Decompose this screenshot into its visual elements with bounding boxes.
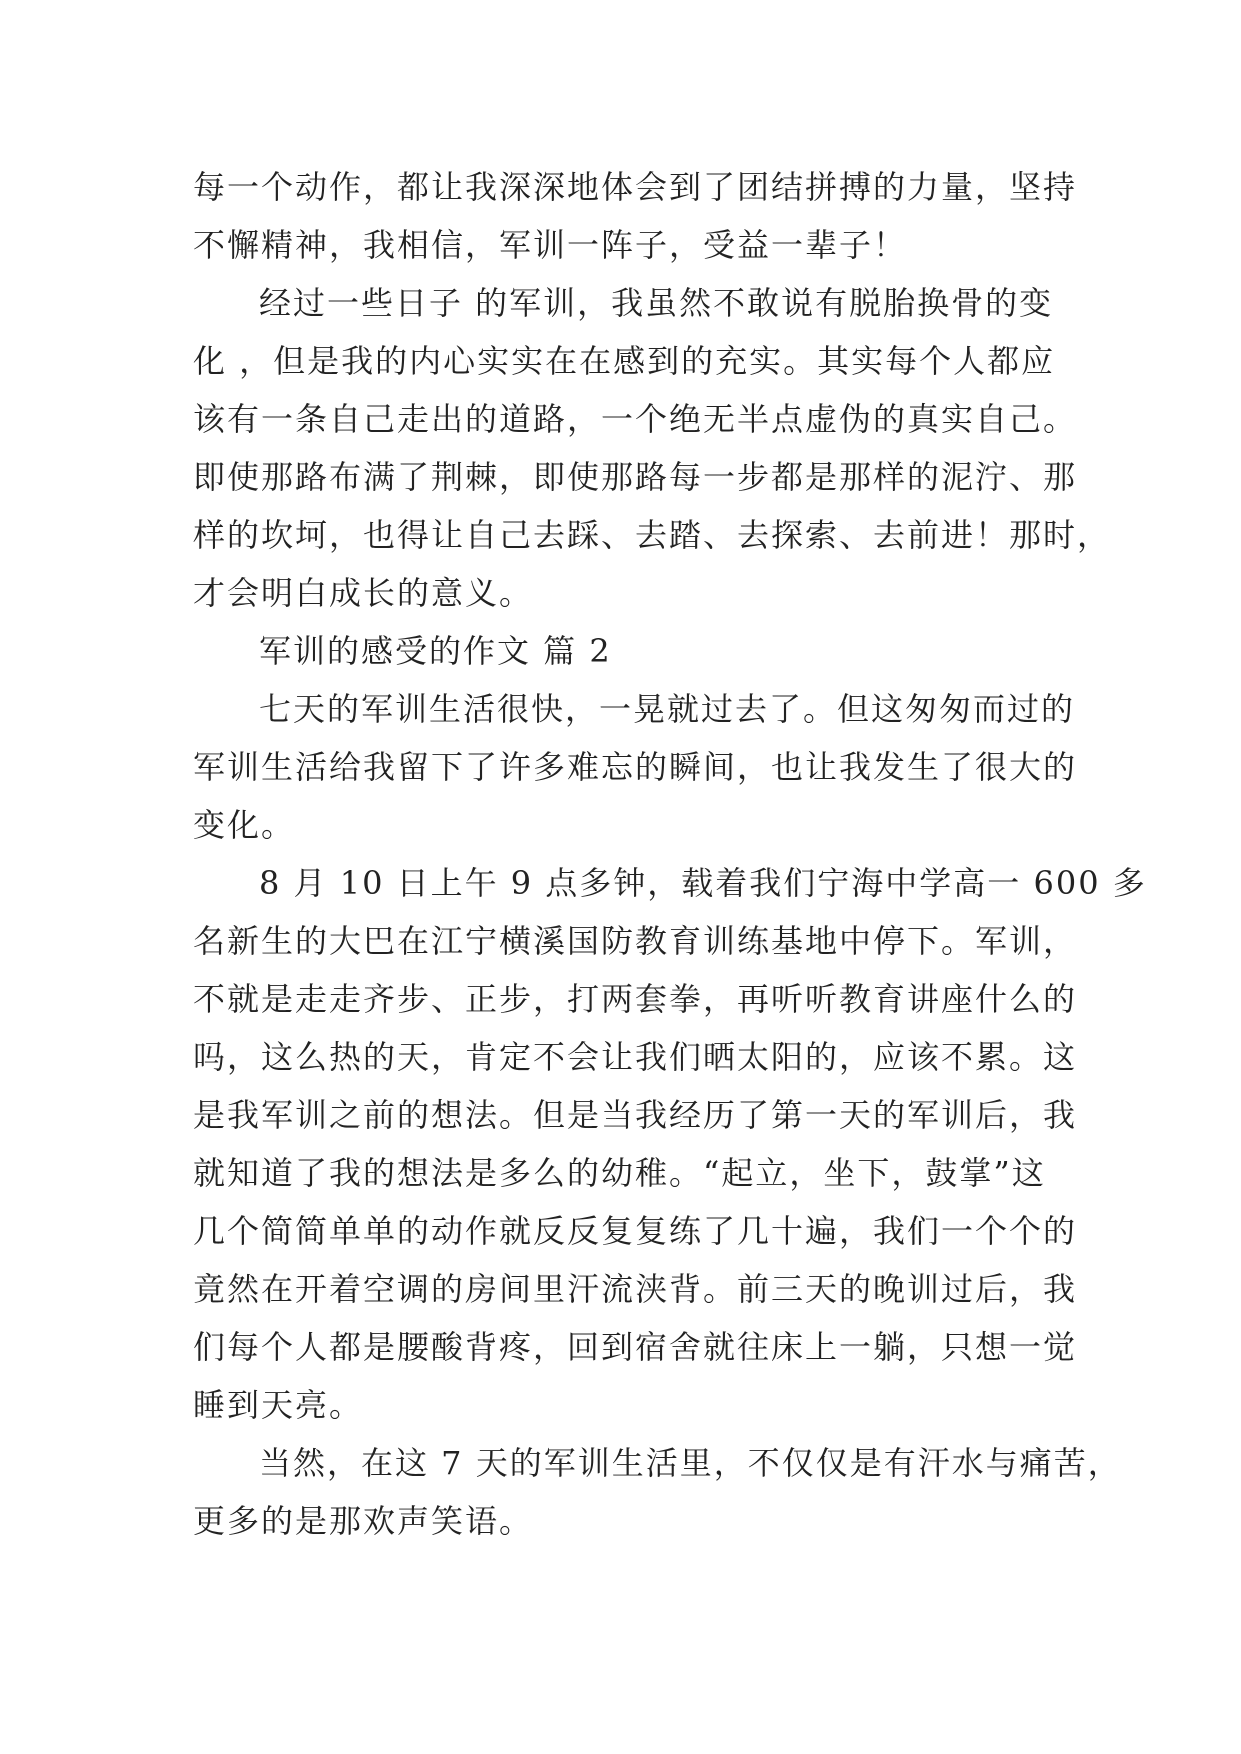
text-line: 变化。 <box>193 806 296 844</box>
paragraph-start-line: 8 月 10 日上午 9 点多钟，载着我们宁海中学高一 600 多 <box>259 864 1147 902</box>
text-line: 即使那路布满了荆棘，即使那路每一步都是那样的泥泞、那 <box>193 458 1078 496</box>
text-line: 是我军训之前的想法。但是当我经历了第一天的军训后，我 <box>193 1096 1078 1134</box>
text-line: 吗，这么热的天，肯定不会让我们晒太阳的，应该不累。这 <box>193 1038 1078 1076</box>
paragraph-start-line: 当然，在这 7 天的军训生活里，不仅仅是有汗水与痛苦， <box>259 1444 1122 1482</box>
essay-body <box>193 158 1147 1550</box>
text-line: 不懈精神，我相信，军训一阵子，受益一辈子！ <box>193 226 908 264</box>
text-line: 才会明白成长的意义。 <box>193 574 534 612</box>
text-line: 几个简简单单的动作就反反复复练了几十遍，我们一个个的 <box>193 1212 1078 1250</box>
text-line: 每一个动作，都让我深深地体会到了团结拼搏的力量，坚持 <box>193 168 1078 206</box>
text-line: 就知道了我的想法是多么的幼稚。“起立，坐下，鼓掌”这 <box>193 1154 1046 1192</box>
text-line: 样的坎坷，也得让自己去踩、去踏、去探索、去前进！那时， <box>193 516 1112 554</box>
text-line: 不就是走走齐步、正步，打两套拳，再听听教育讲座什么的 <box>193 980 1078 1018</box>
text-line: 名新生的大巴在江宁横溪国防教育训练基地中停下。军训， <box>193 922 1078 960</box>
text-line: 军训生活给我留下了许多难忘的瞬间，也让我发生了很大的 <box>193 748 1078 786</box>
text-line: 竟然在开着空调的房间里汗流浃背。前三天的晚训过后，我 <box>193 1270 1078 1308</box>
text-line: 更多的是那欢声笑语。 <box>193 1502 534 1540</box>
text-line: 化 ，但是我的内心实实在在感到的充实。其实每个人都应 <box>193 342 1056 380</box>
paragraph-start-line: 经过一些日子 的军训，我虽然不敢说有脱胎换骨的变 <box>259 284 1054 322</box>
text-line: 该有一条自己走出的道路，一个绝无半点虚伪的真实自己。 <box>193 400 1078 438</box>
paragraph-start-line: 七天的军训生活很快，一晃就过去了。但这匆匆而过的 <box>259 690 1076 728</box>
text-line: 睡到天亮。 <box>193 1386 364 1424</box>
section-heading: 军训的感受的作文 篇 2 <box>259 632 612 670</box>
text-line: 们每个人都是腰酸背疼，回到宿舍就往床上一躺，只想一觉 <box>193 1328 1078 1366</box>
